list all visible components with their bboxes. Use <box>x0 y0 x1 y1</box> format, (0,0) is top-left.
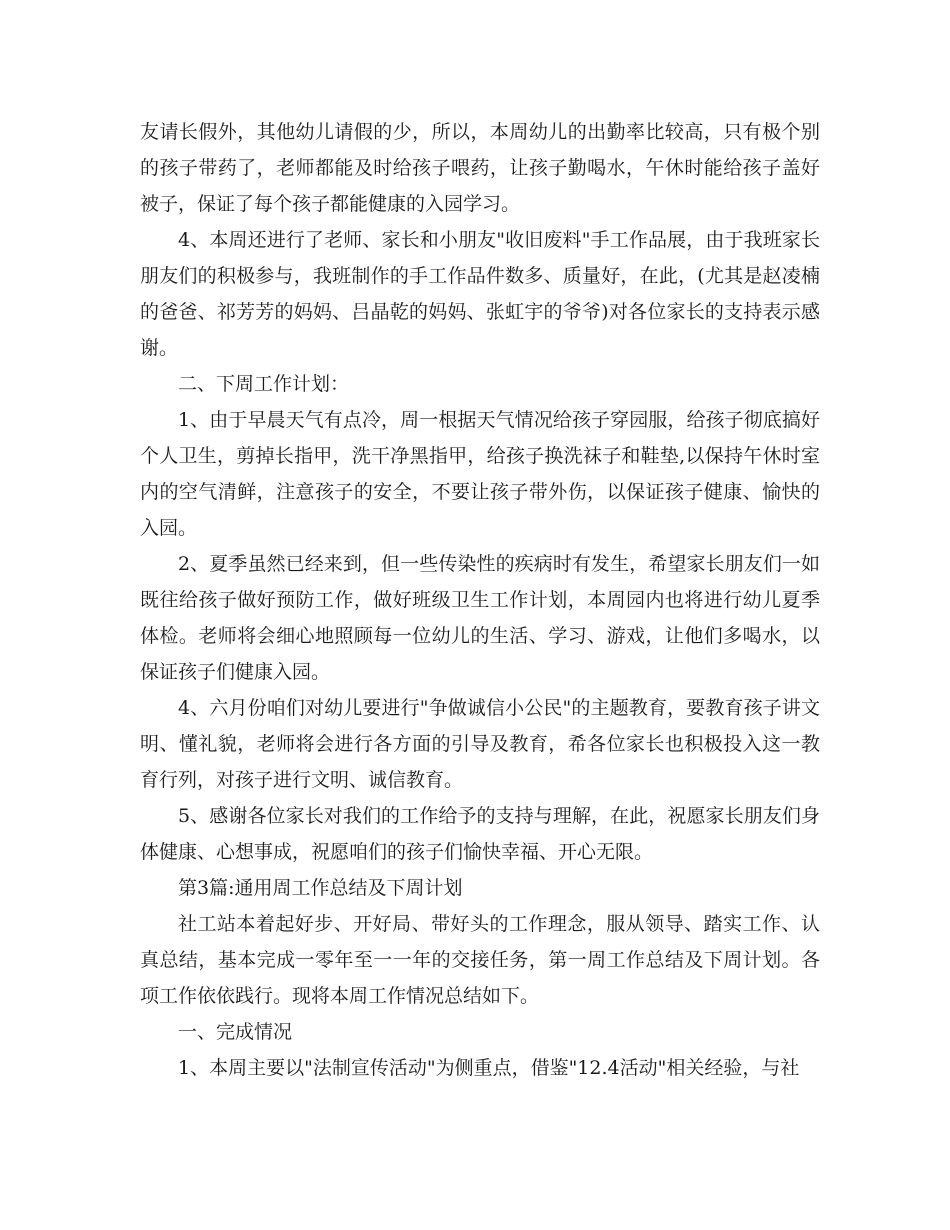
section-heading-completion: 一、完成情况 <box>178 1021 293 1043</box>
paragraph-plan-item-1: 1、由于早晨天气有点冷，周一根据天气情况给孩子穿园服，给孩子彻底搞好个人卫生，剪掉长指甲，洗干净黑指甲，给孩子换洗袜子和鞋垫,以保持午休时室内的空气清鲜，注意孩子的安全，不要让孩子带外伤，以保证孩子健康、愉快的入园。 <box>140 409 820 539</box>
paragraph-intro: 社工站本着起好步、开好局、带好头的工作理念，服从领导、踏实工作、认真总结，基本完成一零年至一一年的交接任务，第一周工作总结及下周计划。各项工作依依践行。现将本周工作情况总结如下。 <box>140 913 820 1007</box>
paragraph-plan-item-5: 5、感谢各位家长对我们的工作给予的支持与理解，在此，祝愿家长朋友们身体健康、心想事成，祝愿咱们的孩子们愉快幸福、开心无限。 <box>140 805 820 863</box>
article-title-3: 第3篇:通用周工作总结及下周计划 <box>178 877 463 899</box>
paragraph-plan-item-4: 4、六月份咱们对幼儿要进行"争做诚信小公民"的主题教育，要教育孩子讲文明、懂礼貌，老师将会进行各方面的引导及教育，希各位家长也积极投入这一教育行列，对孩子进行文明、诚信教育。 <box>140 697 820 791</box>
paragraph-item-4-exhibition: 4、本周还进行了老师、家长和小朋友"收旧废料"手工作品展，由于我班家长朋友们的积极参与，我班制作的手工作品件数多、质量好，在此，(尤其是赵凌楠的爸爸、祁芳芳的妈妈、吕晶乾的妈妈、张虹宇的爷爷)对各位家长的支持表示感谢。 <box>140 229 820 359</box>
section-heading-next-week-plan: 二、下周工作计划： <box>178 373 350 395</box>
document-body <box>140 114 820 1086</box>
paragraph-completion-item-1: 1、本周主要以"法制宣传活动"为侧重点，借鉴"12.4活动"相关经验，与社 <box>178 1057 800 1079</box>
paragraph-continuation: 友请长假外，其他幼儿请假的少，所以，本周幼儿的出勤率比较高，只有极个别的孩子带药了，老师都能及时给孩子喂药，让孩子勤喝水，午休时能给孩子盖好被子，保证了每个孩子都能健康的入园学习。 <box>140 121 820 215</box>
paragraph-plan-item-2: 2、夏季虽然已经来到，但一些传染性的疾病时有发生，希望家长朋友们一如既往给孩子做好预防工作，做好班级卫生工作计划，本周园内也将进行幼儿夏季体检。老师将会细心地照顾每一位幼儿的生活、学习、游戏，让他们多喝水，以保证孩子们健康入园。 <box>140 553 820 683</box>
